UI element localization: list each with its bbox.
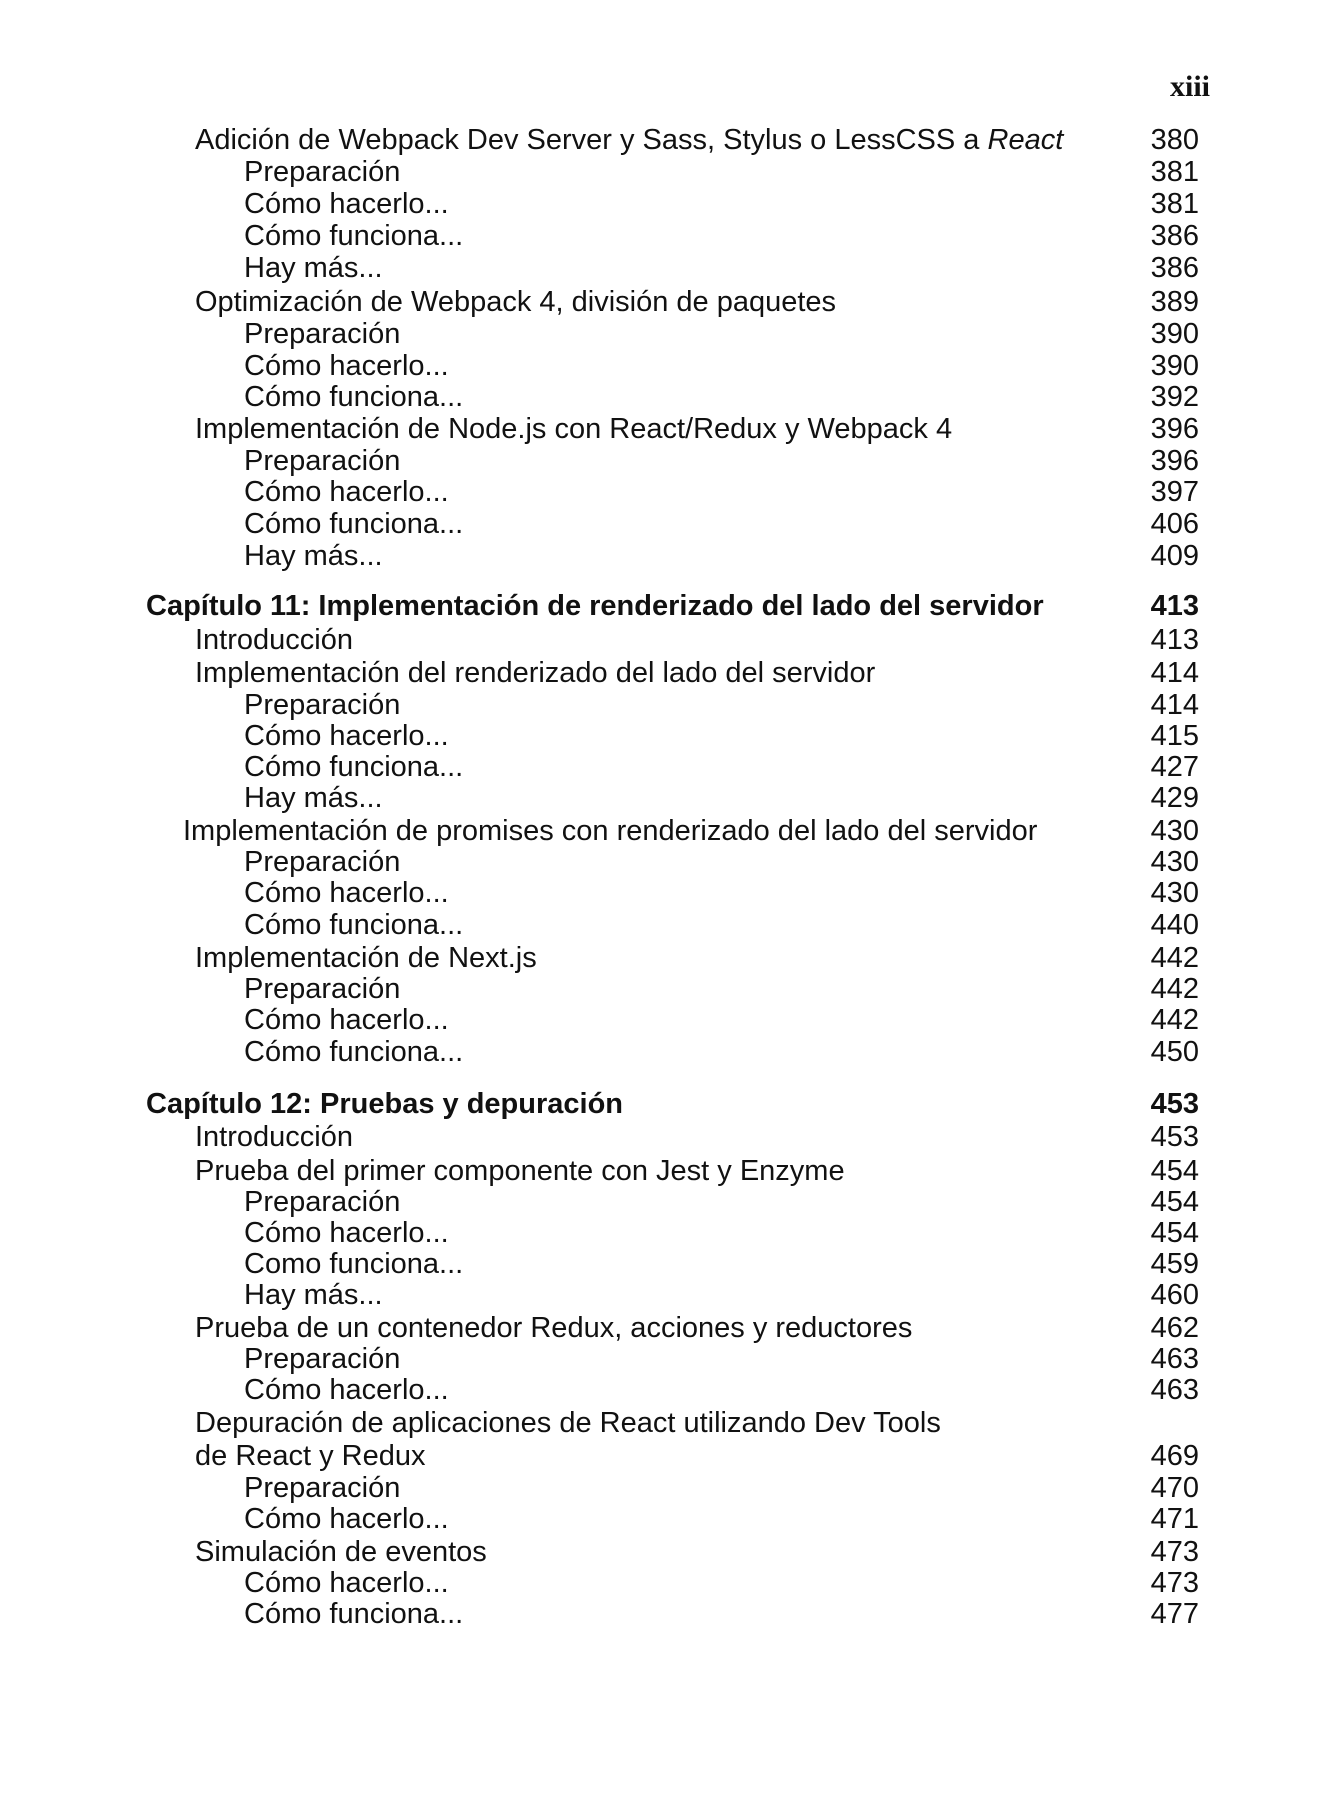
toc-entry-page: 386 (1150, 220, 1199, 252)
toc-entry-page: 453 (1150, 1121, 1199, 1153)
toc-entry-page: 392 (1150, 381, 1199, 413)
toc-entry-title (244, 720, 449, 752)
toc-entry-title-text: Cómo funciona... (244, 1036, 464, 1068)
toc-entry-title-text: Preparación (244, 156, 401, 188)
toc-entry-page: 396 (1150, 445, 1199, 477)
toc-entry-title (146, 1088, 623, 1120)
toc-entry-title-text: Capítulo 12: Pruebas y depuración (146, 1088, 623, 1120)
toc-entry-title (195, 942, 537, 974)
toc-entry-title (195, 1121, 353, 1153)
toc-entry-page: 430 (1150, 877, 1199, 909)
toc-entry-title-text: Implementación del renderizado del lado del servidor (195, 657, 876, 689)
toc-entry-title-text: Cómo hacerlo... (244, 1374, 449, 1406)
toc-entry-title-italic: React (987, 124, 1064, 156)
toc-entry-title-text: Preparación (244, 846, 401, 878)
toc-entry-title-text: Hay más... (244, 252, 383, 284)
toc-entry-title (244, 846, 400, 878)
toc-entry-title-text: Preparación (244, 1343, 401, 1375)
toc-entry-title-text: Cómo hacerlo... (244, 1004, 449, 1036)
toc-entry-page: 459 (1150, 1248, 1199, 1280)
toc-entry-title (244, 909, 463, 941)
toc-entry-page: 386 (1150, 252, 1199, 284)
toc-entry-page: 430 (1150, 815, 1199, 847)
toc-entry-title (244, 350, 449, 382)
toc-entry-page: 442 (1150, 973, 1199, 1005)
toc-entry-page: 463 (1150, 1374, 1199, 1406)
toc-entry-title (244, 1598, 463, 1630)
toc-entry-title (244, 1279, 383, 1311)
toc-entry-page: 454 (1150, 1217, 1199, 1249)
toc-entry-title-text: Prueba de un contenedor Redux, acciones y reductores (195, 1312, 913, 1344)
toc-entry-title (244, 476, 449, 508)
toc-entry-page: 406 (1150, 508, 1199, 540)
toc-entry-title-text: Optimización de Webpack 4, división de paquetes (195, 286, 837, 318)
toc-entry-title-text: Cómo hacerlo... (244, 188, 449, 220)
toc-entry-page: 450 (1150, 1036, 1199, 1068)
toc-entry-page: 454 (1150, 1186, 1199, 1218)
toc-entry-title (195, 1440, 426, 1472)
toc-entry-title (244, 1503, 449, 1535)
toc-entry-title (244, 220, 463, 252)
toc-entry-title (244, 782, 383, 814)
toc-entry-page: 442 (1150, 1004, 1199, 1036)
toc-entry-title (244, 689, 400, 721)
toc-entry-title (195, 413, 952, 445)
toc-entry-page: 471 (1150, 1503, 1199, 1535)
toc-entry-title-text: Preparación (244, 689, 401, 721)
toc-entry-title-text: Cómo hacerlo... (244, 1217, 449, 1249)
toc-entry-title-text: Depuración de aplicaciones de React utilizando Dev Tools (195, 1407, 941, 1439)
toc-entry-title (244, 1472, 400, 1504)
toc-entry-title-text: Cómo funciona... (244, 1598, 464, 1630)
toc-entry-title (195, 1536, 487, 1568)
toc-entry-title (195, 657, 875, 689)
toc-entry-page: 396 (1150, 413, 1199, 445)
toc-entry-page: 380 (1150, 124, 1199, 156)
toc-entry-title-text: Cómo hacerlo... (244, 476, 449, 508)
toc-entry-title-text: Como funciona... (244, 1248, 464, 1280)
toc-entry-title (244, 381, 463, 413)
toc-entry-title-text: Hay más... (244, 1279, 383, 1311)
toc-entry-title (244, 318, 400, 350)
toc-entry-page: 389 (1150, 286, 1199, 318)
toc-entry-title (195, 624, 353, 656)
toc-entry-page: 463 (1150, 1343, 1199, 1375)
toc-entry-title (244, 751, 463, 783)
toc-entry-page: 409 (1150, 540, 1199, 572)
toc-entry-page: 427 (1150, 751, 1199, 783)
toc-entry-title-text: Preparación (244, 445, 401, 477)
toc-entry-title-text: Cómo funciona... (244, 751, 464, 783)
toc-entry-title-text: Preparación (244, 1186, 401, 1218)
toc-entry-title (244, 1248, 463, 1280)
toc-entry-title-text: Preparación (244, 318, 401, 350)
toc-entry-title (183, 815, 1037, 847)
toc-entry-title (244, 188, 449, 220)
toc-entry-title-text: Preparación (244, 973, 401, 1005)
toc-entry-page: 381 (1150, 188, 1199, 220)
toc-entry-title-text: Simulación de eventos (195, 1536, 487, 1568)
toc-entry-page: 414 (1150, 657, 1199, 689)
toc-entry-title-text: Implementación de Next.js (195, 942, 537, 974)
toc-entry-page: 381 (1150, 156, 1199, 188)
toc-entry-title-text: Prueba del primer componente con Jest y Enzyme (195, 1155, 845, 1187)
toc-entry-page: 462 (1150, 1312, 1199, 1344)
toc-entry-title-text: Cómo hacerlo... (244, 720, 449, 752)
toc-entry-title-text: Cómo funciona... (244, 220, 464, 252)
page-number: xiii (1169, 70, 1210, 103)
toc-entry-title (195, 1155, 845, 1187)
toc-entry-title-text: Cómo funciona... (244, 381, 464, 413)
toc-entry-page: 397 (1150, 476, 1199, 508)
toc-entry-title-text: Hay más... (244, 540, 383, 572)
toc-entry-title-text: Cómo hacerlo... (244, 1567, 449, 1599)
toc-entry-page: 415 (1150, 720, 1199, 752)
toc-entry-title (244, 877, 449, 909)
toc-entry-title-text: Cómo hacerlo... (244, 877, 449, 909)
toc-entry-page: 473 (1150, 1567, 1199, 1599)
toc-entry-title (195, 286, 836, 318)
toc-entry-title (244, 1374, 449, 1406)
toc-entry-title-text: Hay más... (244, 782, 383, 814)
toc-entry-page: 440 (1150, 909, 1199, 941)
toc-entry-page: 413 (1150, 624, 1199, 656)
toc-entry-page: 413 (1150, 590, 1199, 622)
toc-entry-title (244, 508, 463, 540)
toc-entry-title (244, 1186, 400, 1218)
toc-entry-page: 473 (1150, 1536, 1199, 1568)
toc-entry-title (244, 973, 400, 1005)
toc-entry-title (244, 1217, 449, 1249)
toc-entry-title (195, 1407, 941, 1439)
toc-entry-page: 469 (1150, 1440, 1199, 1472)
toc-entry-title (244, 1036, 463, 1068)
toc-entry-title-text: Cómo funciona... (244, 508, 464, 540)
toc-entry-title (195, 1312, 912, 1344)
toc-entry-page: 470 (1150, 1472, 1199, 1504)
toc-entry-title (244, 156, 400, 188)
toc-entry-title-text: Cómo funciona... (244, 909, 464, 941)
toc-entry-title-text: Implementación de promises con renderizado del lado del servidor (183, 815, 1038, 847)
toc-entry-title-text: de React y Redux (195, 1440, 426, 1472)
toc-entry-title (244, 445, 400, 477)
toc-entry-page: 430 (1150, 846, 1199, 878)
toc-entry-title-text: Introducción (195, 624, 353, 656)
toc-entry-title (195, 124, 1063, 156)
toc-entry-title-text: Introducción (195, 1121, 353, 1153)
toc-entry-page: 442 (1150, 942, 1199, 974)
toc-entry-title-text: Cómo hacerlo... (244, 1503, 449, 1535)
toc-entry-title (244, 1567, 449, 1599)
toc-entry-page: 390 (1150, 350, 1199, 382)
toc-entry-page: 390 (1150, 318, 1199, 350)
toc-entry-page: 477 (1150, 1598, 1199, 1630)
toc-entry-title (244, 252, 383, 284)
toc-entry-title-text: Implementación de Node.js con React/Redux y Webpack 4 (195, 413, 953, 445)
toc-entry-title-text: Preparación (244, 1472, 401, 1504)
toc-entry-page: 454 (1150, 1155, 1199, 1187)
toc-entry-title-text: Cómo hacerlo... (244, 350, 449, 382)
toc-entry-page: 414 (1150, 689, 1199, 721)
toc-entry-page: 429 (1150, 782, 1199, 814)
toc-entry-title-text: Capítulo 11: Implementación de renderizado del lado del servidor (146, 590, 1044, 622)
toc-entry-title (244, 1004, 449, 1036)
toc-entry-title (244, 1343, 400, 1375)
toc-entry-page: 453 (1150, 1088, 1199, 1120)
toc-entry-title (244, 540, 383, 572)
toc-entry-title-text: Adición de Webpack Dev Server y Sass, Stylus o LessCSS a (195, 124, 988, 156)
toc-entry-title (146, 590, 1044, 622)
toc-entry-page: 460 (1150, 1279, 1199, 1311)
